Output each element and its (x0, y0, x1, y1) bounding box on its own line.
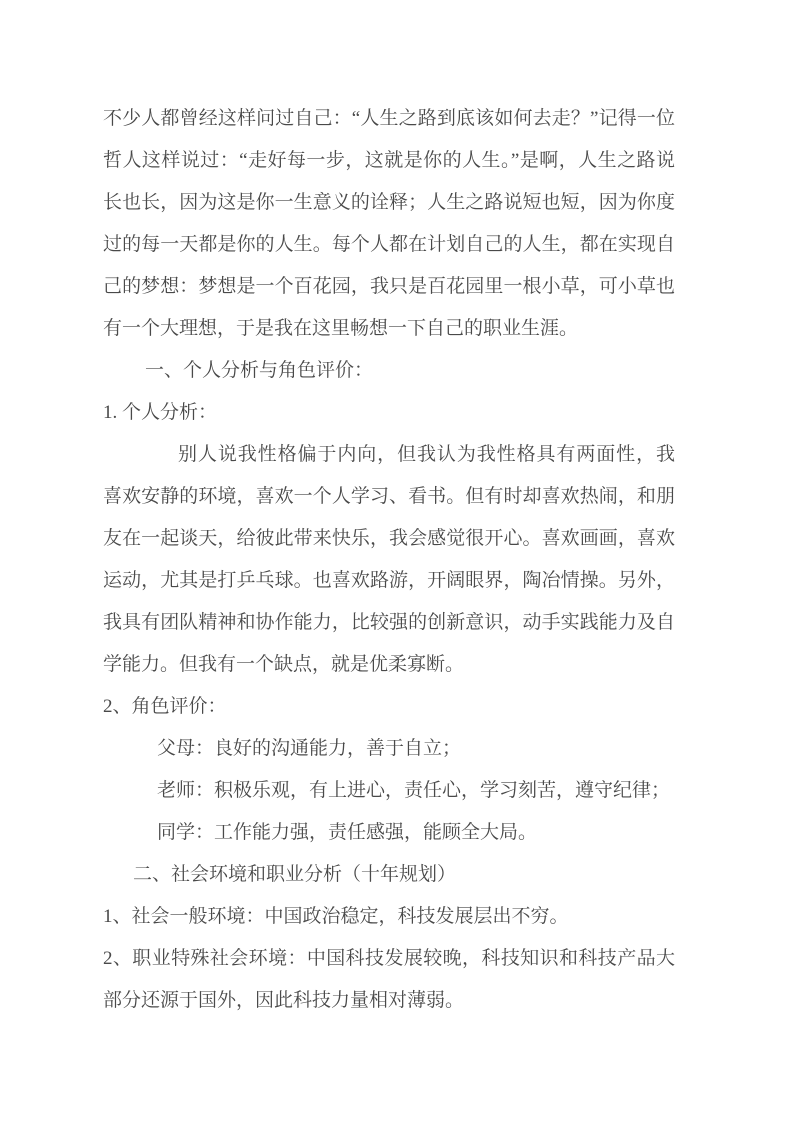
document-line: 运动，尤其是打乒乓球。也喜欢路游，开阔眼界，陶冶情操。另外， (103, 570, 675, 591)
document-line: 二、社会环境和职业分析（十年规划） (133, 864, 457, 885)
document-line: 己的梦想：梦想是一个百花园，我只是百花园里一根小草，可小草也 (103, 276, 675, 297)
document-line: 2、角色评价： (103, 696, 227, 717)
document-line: 过的每一天都是你的人生。每个人都在计划自己的人生，都在实现自 (103, 234, 675, 255)
document-line: 长也长，因为这是你一生意义的诠释；人生之路说短也短，因为你度 (103, 192, 675, 213)
document-line: 1. 个人分析： (103, 402, 218, 423)
document-line: 部分还源于国外，因此科技力量相对薄弱。 (103, 990, 465, 1011)
document-line: 老师：积极乐观，有上进心，责任心，学习刻苦，遵守纪律； (157, 780, 671, 801)
document-line: 2、职业特殊社会环境：中国科技发展较晚，科技知识和科技产品大 (103, 948, 675, 969)
document-line: 我具有团队精神和协作能力，比较强的创新意识，动手实践能力及自 (103, 612, 675, 633)
document-line: 喜欢安静的环境，喜欢一个人学习、看书。但有时却喜欢热闹，和朋 (103, 486, 675, 507)
document-line: 一、个人分析与角色评价： (145, 360, 374, 381)
document-body (103, 98, 675, 1022)
document-line: 同学：工作能力强，责任感强，能顾全大局。 (157, 822, 538, 843)
document-line: 不少人都曾经这样问过自己：“人生之路到底该如何去走？”记得一位 (103, 108, 675, 129)
document-line: 学能力。但我有一个缺点，就是优柔寡断。 (103, 654, 465, 675)
document-line: 友在一起谈天，给彼此带来快乐，我会感觉很开心。喜欢画画，喜欢 (103, 528, 675, 549)
document-line: 有一个大理想，于是我在这里畅想一下自己的职业生涯。 (103, 318, 579, 339)
document-line: 1、社会一般环境：中国政治稳定，科技发展层出不穷。 (103, 906, 569, 927)
document-line: 别人说我性格偏于内向，但我认为我性格具有两面性，我 (178, 444, 675, 465)
document-line: 哲人这样说过：“走好每一步，这就是你的人生。”是啊，人生之路说 (103, 150, 675, 171)
document-line: 父母：良好的沟通能力，善于自立； (157, 738, 462, 759)
